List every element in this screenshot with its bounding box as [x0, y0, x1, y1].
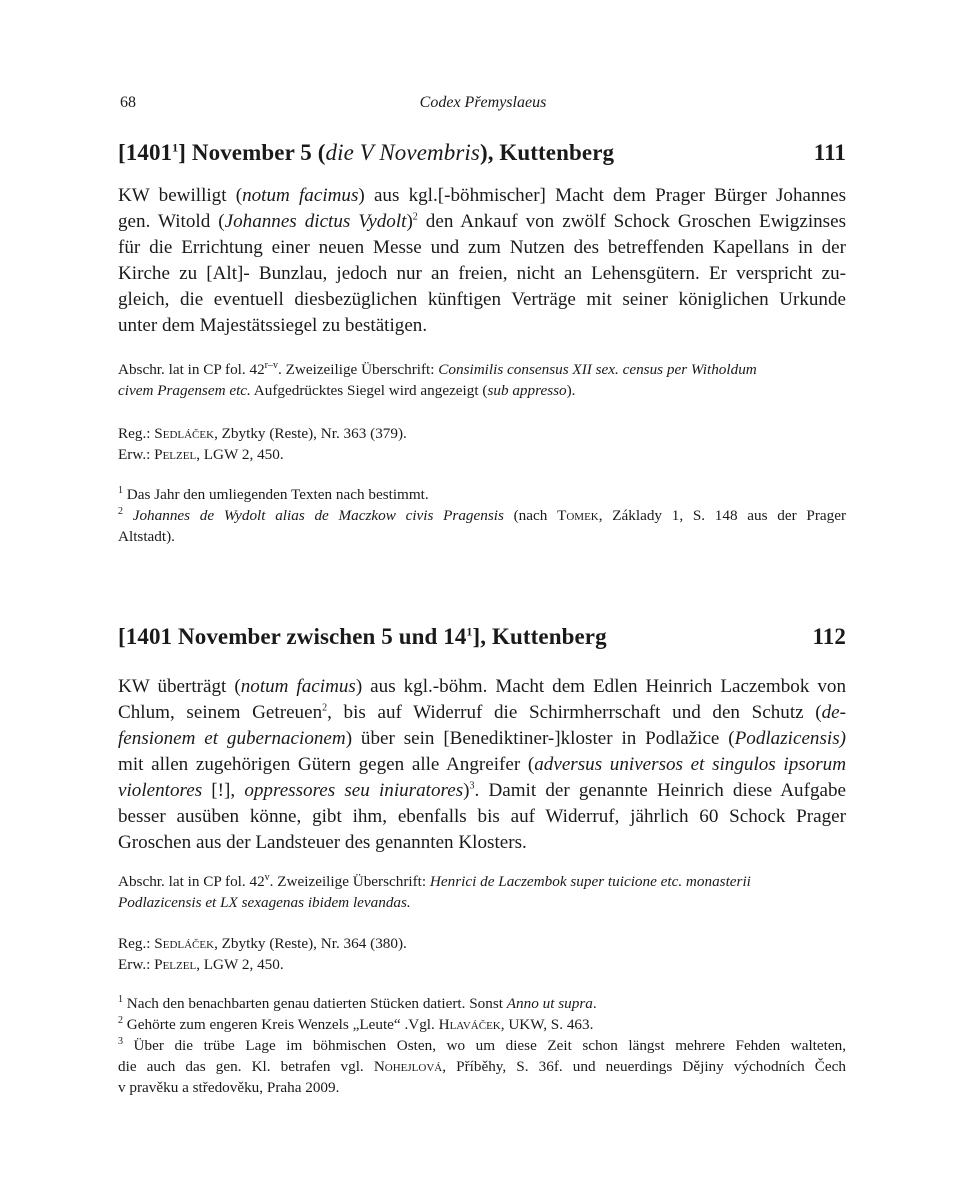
footnote: $^1$ Das Jahr den umliegenden Texten nach bestimmt. [118, 484, 429, 503]
reference-line: Reg.: Sedláček, Zbytky (Reste), Nr. 363 (379). [118, 425, 407, 442]
footnote-ref: 3 [469, 780, 475, 792]
footnote-ref: 2 [412, 211, 418, 223]
page-number: 68 [120, 94, 136, 111]
source-note-112: Abschr. lat in CP fol. 42$^v$. Zweizeilige Überschrift: Henrici de Laczembok super tuicione etc. monasterii Podlazicensis et LX sexagenas ibidem levandas. [118, 871, 751, 911]
footnote-ref: 2 [322, 702, 328, 714]
regest-112: KW überträgt (notum facimus) aus kgl.-böhm. Macht dem Edlen Heinrich Laczembok von Chlum, seinem Getreuen$^2$, bis auf Widerruf die Schirmherrschaft und den Schutz (de- fensionem et gubernacionem) über sein [Benediktiner-]kloster in Podlažice (Podlazicensis) mit allen zugehörigen Gütern gegen alle Angreifer (adversus universos et singulos ipsorum violentores [!], oppressores seu iniuratores)$^3$. Damit der genannte Heinrich diese Aufgabe besser ausüben könne, gibt ihm, ebenfalls bis auf Widerruf, jährlich 60 Schock Prager Groschen aus der Landsteuer des genannten Klosters. [118, 676, 847, 853]
entry-number: 112 [812, 624, 846, 649]
references-112 [118, 933, 846, 975]
footnotes-111: $^1$ Das Jahr den umliegenden Texten nach bestimmt. $^2$ Johannes de Wydolt alias de Maczkow civis Pragensis (nach Tomek, Základy 1, S. 148 aus der Prager Altstadt). [118, 484, 847, 545]
entry-heading-text: [1401 November zwischen 5 und $14^1$], Kuttenberg [118, 624, 607, 649]
reference-line: Erw.: Pelzel, LGW 2, 450. [118, 956, 284, 973]
references-111 [118, 423, 846, 465]
reference-line: Erw.: Pelzel, LGW 2, 450. [118, 446, 284, 463]
regest-111: KW bewilligt (notum facimus) aus kgl.[-böhmischer] Macht dem Prager Bürger Johannes gen. Witold (Johannes dictus Vydolt)$^2$ den Ankauf von zwölf Schock Groschen Ewigzinses für die Errichtung einer neuen Messe und zum Nutzen des betreffenden Kapellans in der Kirche zu [Alt]- Bunzlau, jedoch nur an freien, nicht an Lehensgütern. Er verspricht zu- gleich, die eventuell diesbezüglichen künftigen Verträge mit seiner königlichen Urkunde unter dem Majestätssiegel zu bestätigen. [118, 185, 847, 336]
footnotes-112: $^1$ Nach den benachbarten genau datierten Stücken datiert. Sonst Anno ut supra. $^2$ Gehörte zum engeren Kreis Wenzels „Leute“ .Vgl. Hlaváček, UKW, S. 463. $^3$ Über die trübe Lage im böhmischen Osten, wo um diese Zeit schon längst mehrere Fehden walteten, die auch das gen. Kl. betrafen vgl. Nohejlová, Příběhy, S. 36f. und neuerdings Dějiny východních Čech v pravěku a středověku, Praha 2009. [118, 993, 846, 1096]
footnote-ref: 1 [172, 140, 179, 155]
entry-number: 111 [813, 140, 846, 165]
footnote: $^2$ Johannes de Wydolt alias de Maczkow civis Pragensis (nach Tomek, Základy 1, S. 148 aus der Prager [118, 505, 847, 524]
running-title: Codex Přemyslaeus [419, 94, 547, 111]
reference-line: Reg.: Sedláček, Zbytky (Reste), Nr. 364 (380). [118, 935, 407, 952]
footnote: $^1$ Nach den benachbarten genau datierten Stücken datiert. Sonst Anno ut supra. [118, 993, 597, 1012]
source-note-111: Abschr. lat in CP fol. 42$^{r-v}$. Zweizeilige Überschrift: Consimilis consensus XII sex. census per Witholdum civem Pragensem etc. Aufgedrücktes Siegel wird angezeigt (sub appresso). [118, 359, 757, 399]
footnote: $^2$ Gehörte zum engeren Kreis Wenzels „Leute“ .Vgl. Hlaváček, UKW, S. 463. [118, 1014, 594, 1033]
footnote: $^3$ Über die trübe Lage im böhmischen Osten, wo um diese Zeit schon längst mehrere Fehden walteten, [118, 1035, 846, 1054]
running-head [120, 94, 846, 116]
footnote-ref: 1 [466, 624, 473, 639]
entry-heading-text: [1401$^1$] November 5 (die V Novembris), Kuttenberg [118, 140, 615, 165]
